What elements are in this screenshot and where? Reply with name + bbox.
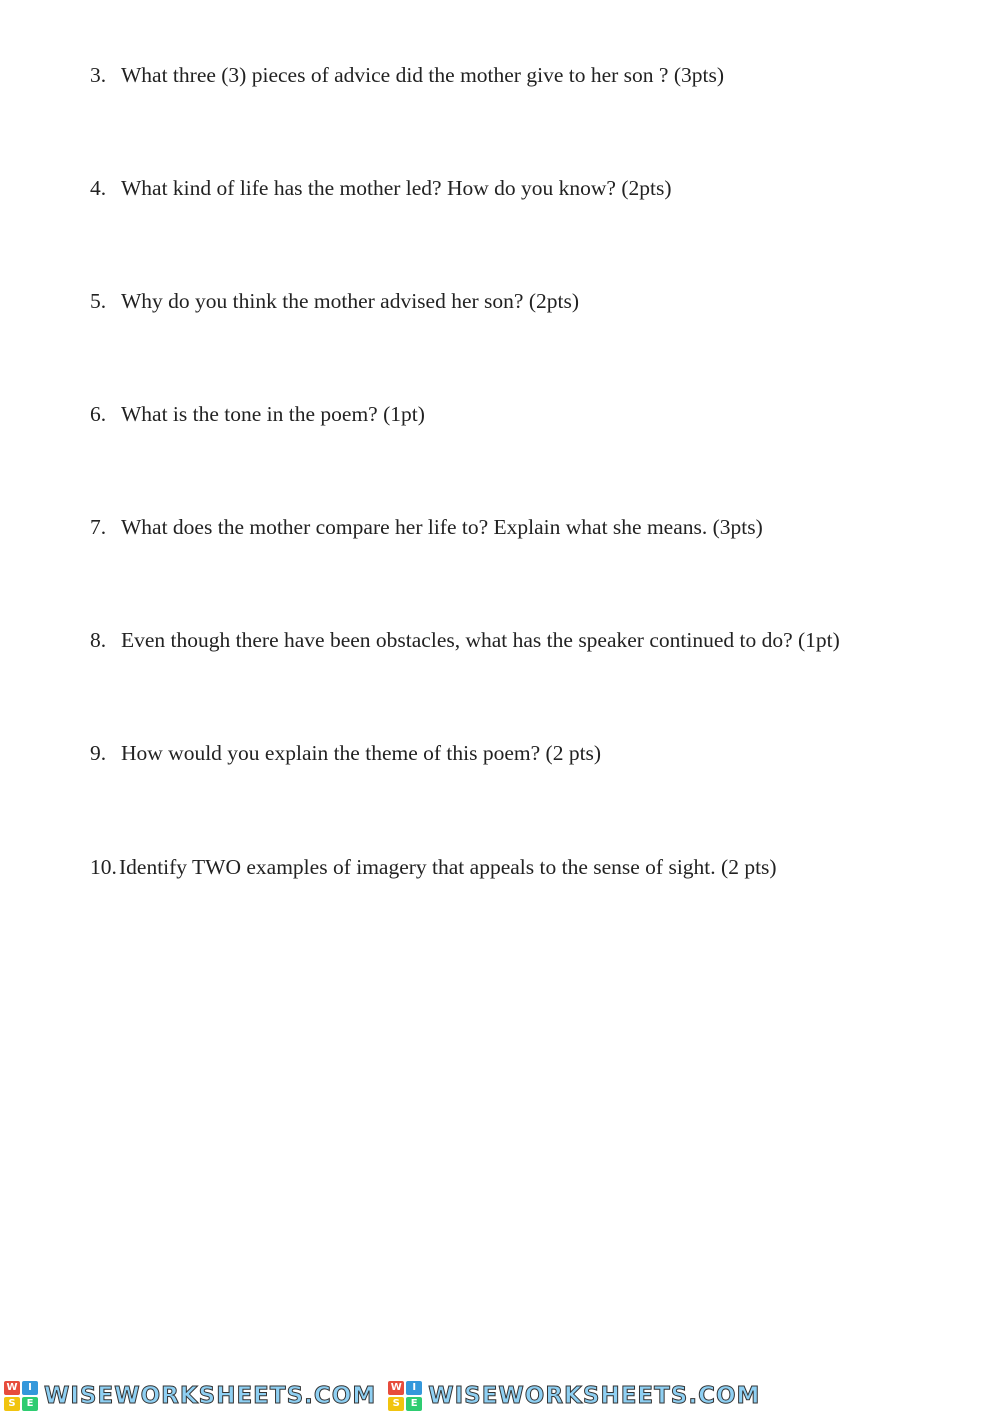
question-text: Identify TWO examples of imagery that appeals to the sense of sight. (2 pts) [119, 855, 777, 879]
brand-logo-1 [4, 1381, 376, 1411]
question-number: 3. [90, 63, 107, 87]
logo-cell: S [4, 1397, 20, 1411]
question-number: 8. [90, 628, 107, 652]
question-text: What kind of life has the mother led? How do you know? (2pts) [121, 176, 672, 200]
question-4 [90, 174, 672, 202]
logo-cell: I [406, 1381, 422, 1395]
question-7 [90, 513, 763, 541]
question-number: 4. [90, 176, 107, 200]
question-text: Why do you think the mother advised her son? (2pts) [121, 289, 579, 313]
brand-text: WISEWORKSHEETS.COM [44, 1382, 377, 1409]
question-number: 5. [90, 289, 107, 313]
logo-cell: S [388, 1397, 404, 1411]
question-9 [90, 739, 601, 767]
footer-watermark [0, 1378, 1000, 1413]
logo-cell: E [406, 1397, 422, 1411]
question-text: What three (3) pieces of advice did the mother give to her son ? (3pts) [121, 63, 724, 87]
logo-squares-icon [4, 1381, 38, 1411]
question-8 [90, 626, 840, 654]
logo-cell: I [22, 1381, 38, 1395]
brand-text: WISEWORKSHEETS.COM [428, 1382, 761, 1409]
question-6 [90, 400, 425, 428]
brand-logo-2 [388, 1381, 760, 1411]
logo-cell: W [388, 1381, 404, 1395]
question-number: 9. [90, 741, 107, 765]
question-3 [90, 61, 724, 89]
logo-cell: E [22, 1397, 38, 1411]
logo-cell: W [4, 1381, 20, 1395]
question-number: 7. [90, 515, 107, 539]
question-number: 10. [90, 855, 117, 879]
question-text: How would you explain the theme of this poem? (2 pts) [121, 741, 602, 765]
question-number: 6. [90, 402, 107, 426]
question-text: What does the mother compare her life to? Explain what she means. (3pts) [121, 515, 763, 539]
logo-squares-icon [388, 1381, 422, 1411]
question-text: Even though there have been obstacles, what has the speaker continued to do? (1pt) [121, 628, 840, 652]
question-5 [90, 287, 579, 315]
question-10 [90, 853, 777, 881]
question-text: What is the tone in the poem? (1pt) [121, 402, 425, 426]
